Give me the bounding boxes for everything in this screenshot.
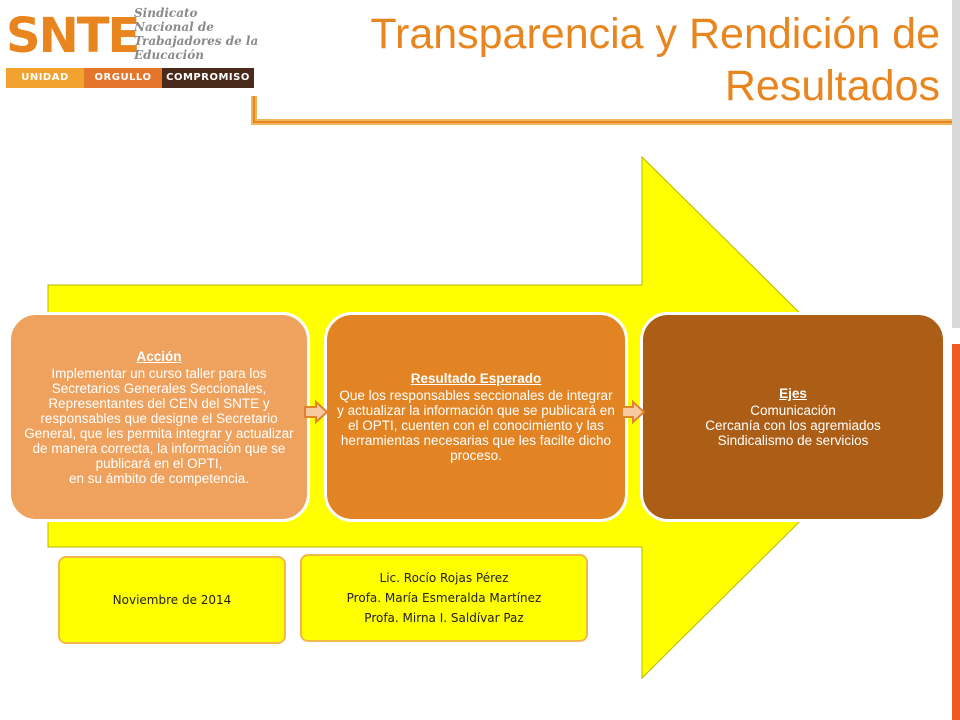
author-name: Profa. Mirna I. Saldívar Paz: [364, 611, 524, 625]
flow-arrow-icon: [620, 400, 646, 424]
date-text: Noviembre de 2014: [112, 593, 232, 607]
logo-subtitle-line: Nacional de: [134, 20, 214, 34]
authors-box: [300, 554, 588, 642]
process-box-resultado: [324, 312, 628, 522]
motto-unidad: UNIDAD: [6, 68, 84, 88]
box-body: Implementar un curso taller para los Secretarios Generales Seccionales, Representantes del CEN del SNTE y responsables que designe el Secretario General, que les permita integrar y actualizar de manera correcta, la información que se publicará en el OPTI, en su ámbito de competencia.: [24, 365, 294, 486]
page-title: Transparencia y Rendición de Resultados: [370, 10, 940, 110]
box-body: Que los responsables seccionales de integrar y actualizar la información que se publicará en el OPTI, cuenten con el conocimiento y las herramientas necesarias que les facilte dicho proceso.: [337, 388, 615, 463]
edge-bar-gray: [952, 0, 960, 328]
flow-arrow-icon: [303, 400, 329, 424]
box-heading: Acción: [136, 348, 182, 364]
author-name: Lic. Rocío Rojas Pérez: [379, 571, 509, 585]
logo-subtitle-line: Trabajadores de la: [134, 34, 259, 48]
box-heading: Resultado Esperado: [410, 371, 542, 386]
snte-logo-subtitle: [134, 6, 264, 62]
snte-logo-mark: SNTE: [6, 8, 139, 64]
author-name: Profa. María Esmeralda Martínez: [346, 591, 542, 605]
logo-subtitle-line: Sindicato: [134, 6, 198, 20]
date-box: [58, 556, 286, 644]
edge-bar-orange: [952, 344, 960, 720]
logo-motto-bar: [6, 68, 254, 88]
motto-orgullo: ORGULLO: [84, 68, 162, 88]
box-body: Comunicación Cercanía con los agremiados Sindicalismo de servicios: [705, 403, 881, 448]
process-box-ejes: [640, 312, 946, 522]
logo-subtitle-line: Educación: [134, 48, 204, 62]
process-box-accion: [8, 312, 310, 522]
motto-compromiso: COMPROMISO: [162, 68, 254, 88]
box-heading: Ejes: [779, 386, 807, 401]
